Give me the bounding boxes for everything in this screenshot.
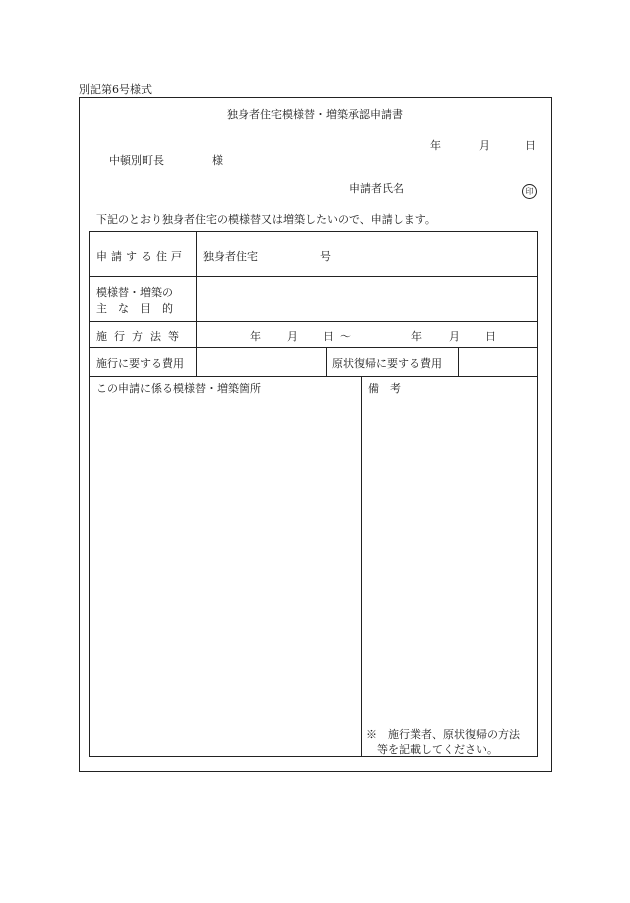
- period-tilde: ～: [340, 330, 351, 343]
- form-title: 独身者住宅模様替・増築承認申請書: [227, 108, 403, 121]
- remarks-label: 備 考: [368, 382, 401, 395]
- period-day1: 日: [323, 330, 334, 343]
- period-day2: 日: [485, 330, 496, 343]
- addressee-honorific: 様: [212, 154, 223, 167]
- column-divider: [326, 347, 327, 376]
- column-divider: [458, 347, 459, 376]
- intro-text: 下記のとおり独身者住宅の模様替又は増築したいので、申請します。: [96, 213, 436, 226]
- period-year2: 年: [411, 330, 422, 343]
- unit-label: 申請する住戸: [96, 250, 186, 263]
- location-label: この申請に係る模様替・増築箇所: [96, 382, 261, 395]
- note-line2: 等を記載してください。: [377, 743, 498, 756]
- row-divider: [89, 347, 538, 348]
- note-line1: ※ 施行業者、原状復帰の方法: [366, 728, 520, 741]
- seal-mark: [522, 179, 537, 199]
- date-day-label: 日: [525, 139, 536, 152]
- row-divider: [89, 321, 538, 322]
- column-divider: [196, 231, 197, 376]
- period-month2: 月: [449, 330, 460, 343]
- seal-icon: 印: [522, 184, 537, 199]
- addressee-name: 中頓別町長: [109, 154, 164, 167]
- purpose-label-line2: 主 な 目 的: [96, 302, 173, 315]
- period-month1: 月: [287, 330, 298, 343]
- date-month-label: 月: [479, 139, 490, 152]
- unit-number-suffix: 号: [320, 250, 331, 263]
- row-divider: [89, 376, 538, 377]
- unit-value: 独身者住宅: [203, 250, 258, 263]
- period-label: 施行方法等: [96, 330, 186, 343]
- period-year1: 年: [250, 330, 261, 343]
- date-year-label: 年: [430, 139, 441, 152]
- restore-cost-label: 原状復帰に要する費用: [332, 357, 442, 370]
- form-number-label: 別記第6号様式: [79, 83, 152, 96]
- applicant-name-label: 申請者氏名: [349, 182, 404, 195]
- purpose-label-line1: 模様替・増築の: [96, 286, 173, 299]
- cost-label: 施行に要する費用: [96, 357, 184, 370]
- column-divider: [361, 376, 362, 757]
- row-divider: [89, 276, 538, 277]
